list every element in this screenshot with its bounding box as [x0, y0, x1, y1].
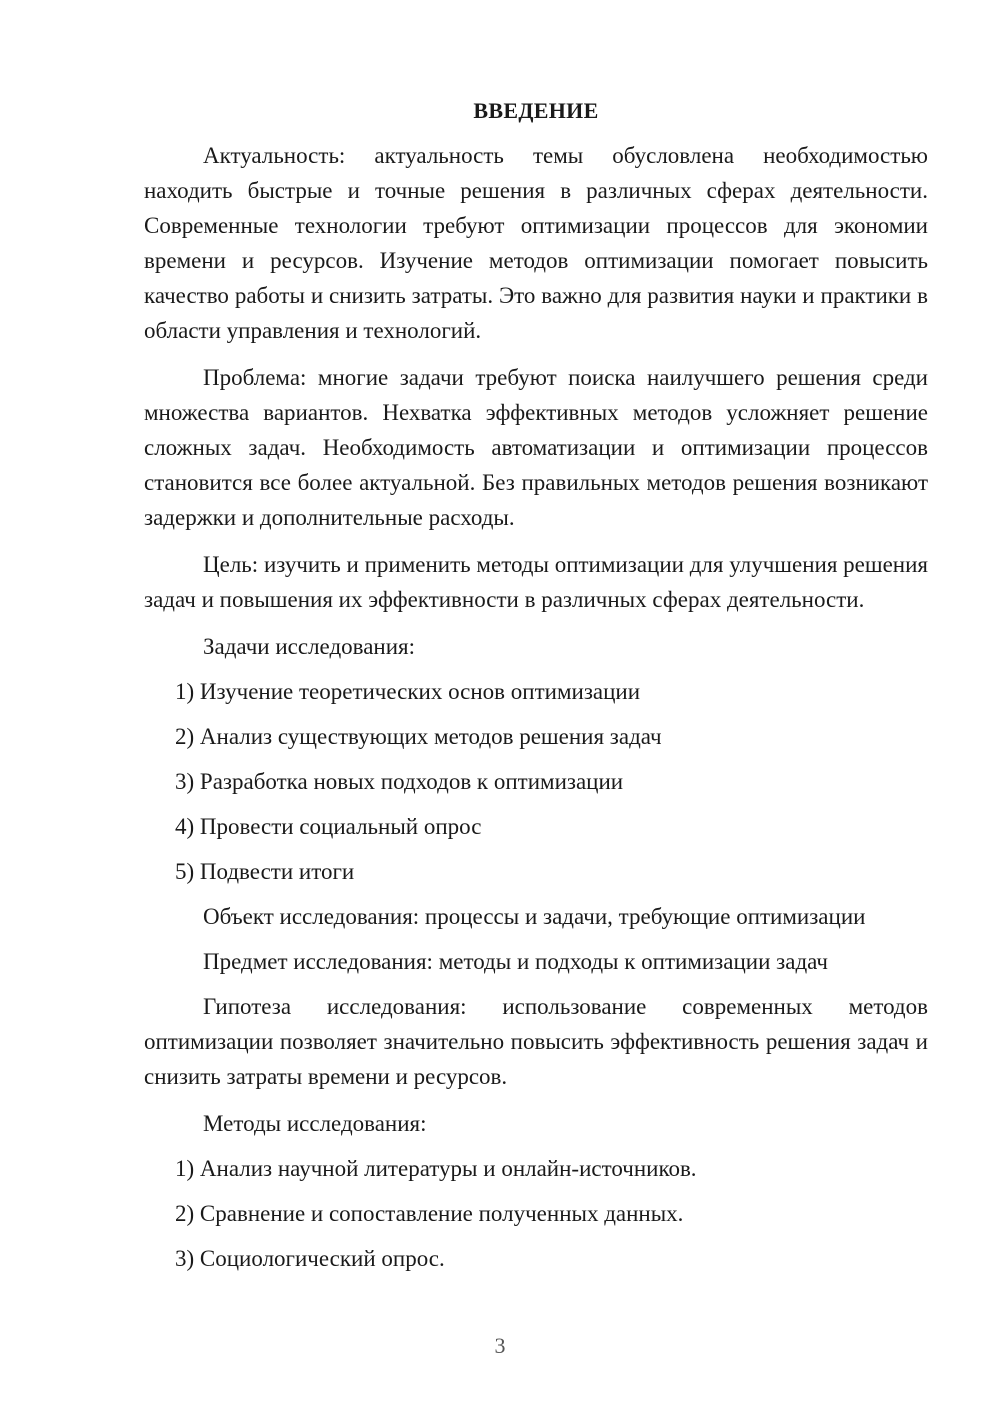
methods-heading: Методы исследования: [203, 1111, 427, 1136]
list-item: 5) Подвести итоги [175, 859, 355, 884]
list-item: 2) Анализ существующих методов решения задач [175, 724, 662, 749]
list-item: 1) Изучение теоретических основ оптимизации [175, 679, 641, 704]
methods-list [144, 1151, 928, 1276]
section-title: ВВЕДЕНИЕ [473, 98, 599, 123]
list-item: 3) Социологический опрос. [175, 1246, 445, 1271]
hypothesis-paragraph: Гипотеза исследования: использование современных методов оптимизации позволяет значительно повысить эффективность решения задач и снизить затраты времени и ресурсов. [144, 994, 928, 1089]
page-content [144, 96, 928, 1286]
problem-paragraph: Проблема: многие задачи требуют поиска наилучшего решения среди множества вариантов. Нехватка эффективных методов усложняет решение сложных задач. Необходимость автоматизации и оптимизации процессов становится все более актуальной. Без правильных методов решения возникают задержки и дополнительные расходы. [144, 365, 928, 530]
goal-paragraph: Цель: изучить и применить методы оптимизации для улучшения решения задач и повышения их эффективности в различных сферах деятельности. [144, 552, 928, 612]
list-item: 2) Сравнение и сопоставление полученных данных. [175, 1201, 684, 1226]
object-line: Объект исследования: процессы и задачи, требующие оптимизации [203, 904, 866, 929]
tasks-list [144, 674, 928, 889]
list-item: 3) Разработка новых подходов к оптимизации [175, 769, 624, 794]
subject-line: Предмет исследования: методы и подходы к оптимизации задач [203, 949, 828, 974]
tasks-heading: Задачи исследования: [203, 634, 416, 659]
list-item: 1) Анализ научной литературы и онлайн-источников. [175, 1156, 697, 1181]
page-number: 3 [494, 1333, 506, 1358]
list-item: 4) Провести социальный опрос [175, 814, 482, 839]
relevance-paragraph: Актуальность: актуальность темы обусловлена необходимостью находить быстрые и точные решения в различных сферах деятельности. Современные технологии требуют оптимизации процессов для экономии времени и ресурсов. Изучение методов оптимизации помогает повысить качество работы и снизить затраты. Это важно для развития науки и практики в области управления и технологий. [144, 143, 928, 343]
